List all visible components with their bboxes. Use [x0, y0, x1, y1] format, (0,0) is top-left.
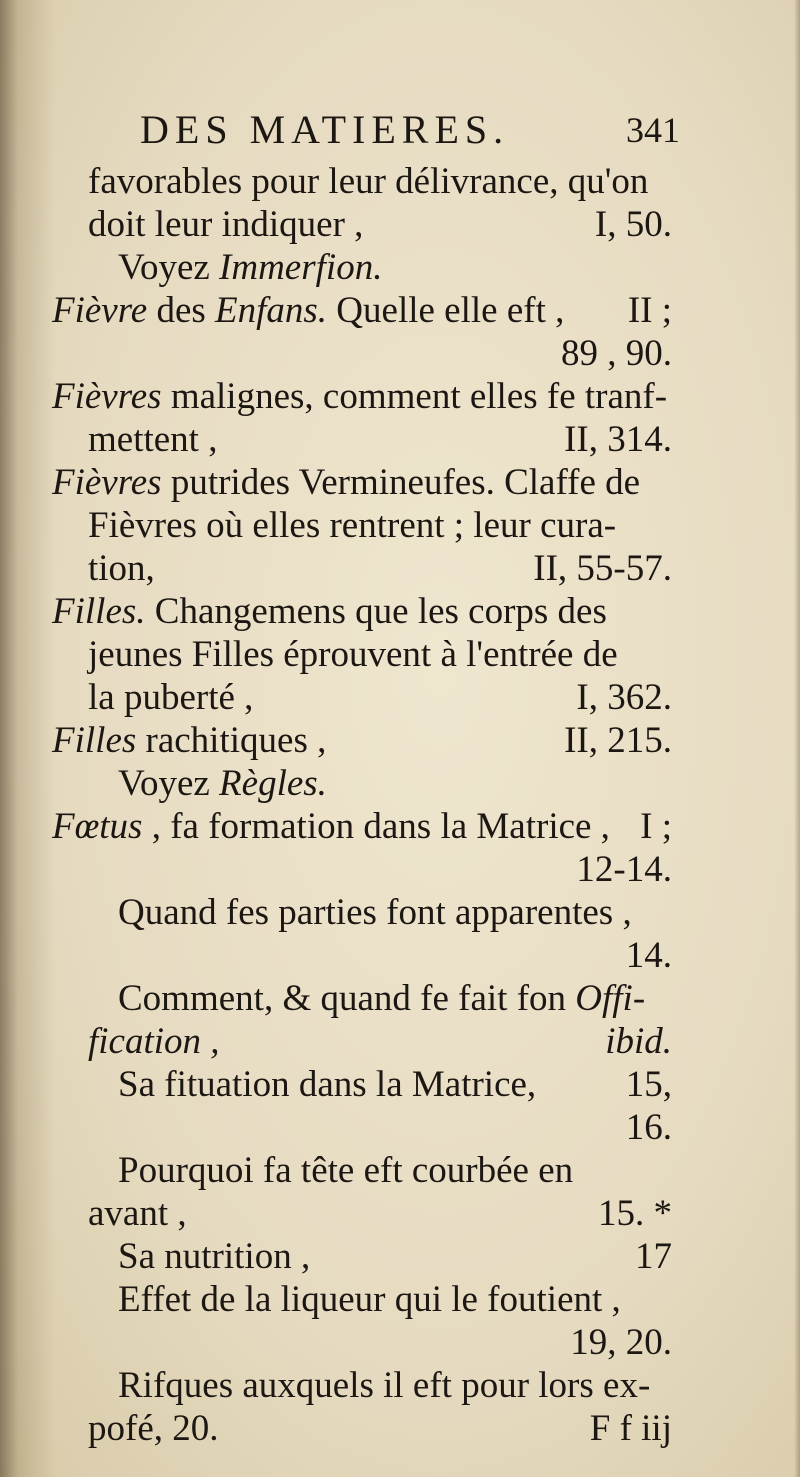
entry-text-part: doit leur indiquer , [88, 204, 364, 245]
page-reference: 15. * [598, 1193, 672, 1234]
page-reference: II, 55-57. [533, 548, 672, 589]
entry-text-part: jeunes Filles éprouvent à l'entrée de [88, 634, 618, 675]
index-line [52, 848, 672, 891]
index-entries [52, 160, 672, 1450]
entry-text-part: pofé, 20. [88, 1408, 219, 1449]
index-line [52, 547, 672, 590]
entry-text [88, 1407, 219, 1450]
running-title: DES MATIERES. [140, 107, 510, 152]
index-line [52, 1149, 672, 1192]
entry-italic-term: Fièvre [52, 290, 148, 331]
index-line [52, 289, 672, 332]
entry-text [88, 547, 155, 590]
entry-text-part: Sa fituation dans la Matrice, [118, 1064, 537, 1105]
entry-text [88, 418, 217, 461]
entry-text [88, 1192, 187, 1235]
index-line [52, 676, 672, 719]
index-line [52, 1063, 672, 1106]
index-line [52, 719, 672, 762]
page-reference: 14. [625, 935, 672, 976]
page-reference: II, 314. [564, 419, 672, 460]
page-reference: I ; [640, 806, 672, 847]
page-reference: I, 50. [594, 204, 672, 245]
entry-text-part: tion, [88, 548, 155, 589]
entry-text [118, 1364, 650, 1407]
entry-text-part: putrides Vermineufes. Claffe de [161, 462, 641, 503]
entry-italic-term: fication , [88, 1021, 220, 1062]
entry-italic-term: Fœtus [52, 806, 143, 847]
page-reference: II, 215. [564, 720, 672, 761]
entry-text-part: Sa nutrition , [118, 1236, 311, 1277]
entry-text-part: , fa formation dans la Matrice , [142, 806, 610, 847]
entry-text [88, 203, 363, 246]
entry-text [52, 375, 667, 418]
entry-italic-term: Offi- [575, 978, 646, 1019]
index-line [52, 160, 672, 203]
index-line [52, 1278, 672, 1321]
entry-text [118, 1278, 621, 1321]
entry-italic-term: Fièvres [52, 376, 162, 417]
page-reference: 15, [625, 1064, 672, 1105]
index-line [52, 977, 672, 1020]
index-line [52, 1106, 672, 1149]
index-line [52, 1407, 672, 1450]
index-line [52, 762, 672, 805]
index-line [52, 418, 672, 461]
page-reference: 12-14. [576, 849, 672, 890]
entry-text-part: Quand fes parties font apparentes , [118, 892, 632, 933]
entry-text-part: Quelle elle eft , [327, 290, 565, 331]
page-number: 341 [626, 110, 680, 150]
index-line [52, 461, 672, 504]
page-reference: ibid. [605, 1021, 672, 1062]
entry-text [88, 160, 648, 203]
entry-text-part: Rifques auxquels il eft pour lors ex- [118, 1365, 651, 1406]
entry-italic-term: Filles [52, 720, 137, 761]
entry-text [118, 1063, 536, 1106]
entry-text-part: favorables pour leur délivrance, qu'on [88, 161, 649, 202]
entry-text [88, 1020, 220, 1063]
entry-text [52, 461, 640, 504]
index-line [52, 375, 672, 418]
index-line [52, 1020, 672, 1063]
entry-italic-term: Fièvres [52, 462, 162, 503]
page-reference: 89 , 90. [561, 333, 672, 374]
entry-text-part: malignes, comment elles fe tranf- [161, 376, 668, 417]
page-reference: I, 362. [576, 677, 672, 718]
running-header [140, 104, 680, 156]
entry-text-part: Voyez [118, 247, 220, 288]
page-reference: 19, 20. [570, 1322, 672, 1363]
entry-text [118, 246, 382, 289]
entry-text-part: Voyez [118, 763, 220, 804]
index-line [52, 203, 672, 246]
entry-text [88, 633, 618, 676]
page-reference: 17 [635, 1236, 672, 1277]
entry-text-part: la puberté , [88, 677, 254, 718]
entry-text [88, 676, 253, 719]
entry-text [118, 1149, 573, 1192]
entry-text [52, 719, 326, 762]
index-line [52, 1364, 672, 1407]
entry-text [52, 805, 610, 848]
signature-mark: F f iij [589, 1408, 672, 1449]
entry-text-part: Fièvres où elles rentrent ; leur cura- [88, 505, 617, 546]
entry-text-part: Changemens que les corps des [145, 591, 607, 632]
entry-italic-term: Immerfion. [219, 247, 383, 288]
index-line [52, 1192, 672, 1235]
entry-text-part: Comment, & quand fe fait fon [118, 978, 576, 1019]
entry-italic-term: Règles. [219, 763, 327, 804]
index-line [52, 504, 672, 547]
index-line [52, 805, 672, 848]
index-line [52, 633, 672, 676]
index-line [52, 934, 672, 977]
entry-text [118, 977, 645, 1020]
entry-text-part: avant , [88, 1193, 187, 1234]
entry-text-part: mettent , [88, 419, 218, 460]
entry-text-part: Effet de la liqueur qui le foutient , [118, 1279, 621, 1320]
index-line [52, 1235, 672, 1278]
entry-text [88, 504, 616, 547]
entry-text-part: des [147, 290, 216, 331]
index-line [52, 332, 672, 375]
entry-text [52, 289, 564, 332]
index-line [52, 590, 672, 633]
entry-text [118, 762, 327, 805]
entry-text [118, 1235, 310, 1278]
page-reference: II ; [627, 290, 672, 331]
entry-italic-term: Enfans. [215, 290, 328, 331]
entry-text [118, 891, 632, 934]
index-line [52, 246, 672, 289]
index-line [52, 891, 672, 934]
entry-text-part: Pourquoi fa tête eft courbée en [118, 1150, 574, 1191]
page-reference: 16. [625, 1107, 672, 1148]
entry-text-part: rachitiques , [136, 720, 327, 761]
index-line [52, 1321, 672, 1364]
entry-text [52, 590, 607, 633]
page-edge [794, 0, 800, 1477]
entry-italic-term: Filles. [52, 591, 146, 632]
